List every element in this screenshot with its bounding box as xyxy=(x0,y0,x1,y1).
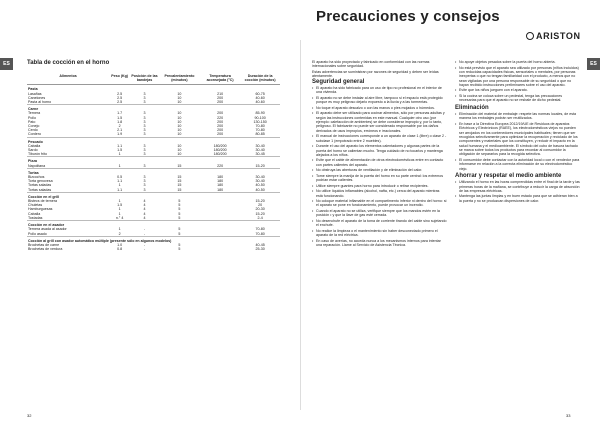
value-cell: 180/200 xyxy=(213,143,227,148)
value-cell: 2 xyxy=(118,124,121,129)
food-name-cell: Pollo xyxy=(28,115,36,120)
value-cell: 10 xyxy=(177,95,182,100)
brand-logo xyxy=(526,31,581,41)
value-cell: 3 xyxy=(143,115,146,120)
value-cell: 1.9 xyxy=(117,132,123,137)
value-cell: n.° 4 xyxy=(115,215,124,220)
list-item: • En base a la Directiva Europea 2012/19/UE de Residuos de aparatos Eléctricos y Electrónicos (RAEE), los electrodomésticos viejos no pueden ser arrojados en los contenedores municipales habituales; tienen que ser recogidos selectivamente para optimizar la recuperación y reciclado de los componentes y materiales que los constituyen, y reducir el impacto en la salud humana y el medioambiente. El símbolo del cubo de basura tachado se marca sobre todos los productos para recordar al consumidor la obligación de separarlos para la recogida selectiva. xyxy=(455,122,580,157)
value-cell: - xyxy=(143,247,146,252)
group-title: Pescado xyxy=(27,137,280,144)
table-group-row xyxy=(27,85,280,92)
value-cell: 3 xyxy=(143,128,146,133)
table-group-row xyxy=(27,221,280,228)
page-divider xyxy=(300,40,301,410)
value-cell: 60-75 xyxy=(255,91,265,96)
value-cell: 200 xyxy=(217,119,224,124)
page-number-left: 32 xyxy=(27,413,32,418)
value-cell: 10 xyxy=(177,111,182,116)
table-header-row xyxy=(27,74,280,85)
value-cell: - xyxy=(143,227,146,232)
value-cell: 10 xyxy=(177,115,182,120)
food-name-cell: Brochetas de carne xyxy=(28,242,60,247)
value-cell: 3 xyxy=(143,124,146,129)
value-cell: 4 xyxy=(143,199,146,204)
cooking-table xyxy=(27,74,280,251)
table-group-row xyxy=(27,192,280,199)
intro-paragraph: Estas advertencias se suministran por razones de seguridad y deben ser leídas atentamente. xyxy=(312,69,439,79)
list-item: • En caso de averías, no acceda nunca a los mecanismos internos para intentar una reparación. Llame al Servicio de Asistencia Técnica. xyxy=(312,239,447,248)
list-item: • Si la cocina se coloca sobre un pedestal, tenga las precauciones necesarias para que el aparato no se resbale de dicho pedestal. xyxy=(455,94,580,103)
value-cell: 15 xyxy=(177,175,182,180)
value-cell: 3 xyxy=(143,95,146,100)
list-item: • Durante el uso del aparato los elementos calentadores y algunas partes de la puerta del horno se calientan mucho. Tenga cuidado de no tocarlos y mantenga alejados a los niños. xyxy=(312,144,447,157)
group-title: Cocción en el grill xyxy=(27,192,280,199)
energy-list xyxy=(455,180,580,203)
food-name-cell: Tortas saladas xyxy=(28,187,52,192)
list-item: • El manual de instrucciones corresponde a un aparato de clase 1 (libre) o clase 2 - subclase 1 (empotrado entre 2 muebles). xyxy=(312,134,447,143)
value-cell: 180/200 xyxy=(213,152,227,157)
value-cell: 3 xyxy=(143,143,146,148)
value-cell: 15-20 xyxy=(255,163,265,168)
group-title: Carne xyxy=(27,105,280,112)
value-cell: 70-80 xyxy=(255,124,265,129)
value-cell: 40-60 xyxy=(255,100,265,105)
value-cell: 3 xyxy=(143,119,146,124)
section-heading: Eliminación xyxy=(455,104,489,111)
value-cell: 1 xyxy=(118,227,121,232)
value-cell: 10 xyxy=(177,152,182,157)
value-cell: 4 xyxy=(143,207,146,212)
value-cell: - xyxy=(143,231,146,236)
value-cell: 3 xyxy=(143,148,146,153)
value-cell: 40-45 xyxy=(255,242,265,247)
value-cell: 30-40 xyxy=(255,143,265,148)
value-cell: 200 xyxy=(217,111,224,116)
list-item: • No realice la limpieza o el mantenimiento sin haber desconectado primero el aparato de la red eléctrica. xyxy=(312,229,447,238)
food-name-cell: Brochetas de verdura xyxy=(28,247,63,252)
value-cell: 1.5 xyxy=(117,148,123,153)
value-cell: 10 xyxy=(177,124,182,129)
column-header: Alimentos xyxy=(27,74,109,85)
food-name-cell: Pato xyxy=(28,119,36,124)
value-cell: 30-40 xyxy=(255,175,265,180)
value-cell: 1.1 xyxy=(117,179,123,184)
table-group-row xyxy=(27,105,280,112)
value-cell: 3 xyxy=(143,152,146,157)
food-name-cell: Ternera asada al asador xyxy=(28,227,67,232)
value-cell: 4 xyxy=(143,215,146,220)
food-name-cell: Tostadas xyxy=(28,215,43,220)
value-cell: 1 xyxy=(118,199,121,204)
value-cell: 4 xyxy=(143,211,146,216)
value-cell: 5 xyxy=(178,242,181,247)
value-cell: 1 xyxy=(118,163,121,168)
food-name-cell: Tortas saladas xyxy=(28,183,52,188)
table-body xyxy=(27,85,280,251)
group-title: Cocción en el asador xyxy=(27,221,280,228)
value-cell: 200 xyxy=(217,132,224,137)
value-cell: 40-50 xyxy=(255,183,265,188)
value-cell: 5 xyxy=(178,231,181,236)
list-item: • Evite que el cable de alimentación de otros electrodomésticos entre en contacto con partes calientes del aparato. xyxy=(312,158,447,167)
value-cell: 3 xyxy=(143,183,146,188)
value-cell: 70-80 xyxy=(255,231,265,236)
value-cell: 15 xyxy=(177,163,182,168)
value-cell: 10 xyxy=(177,100,182,105)
value-cell: 0.8 xyxy=(117,247,123,252)
table-group-row xyxy=(27,168,280,175)
value-cell: - xyxy=(143,242,146,247)
list-item: • Utilice siempre guantes para horno para introducir o retirar recipientes. xyxy=(312,184,447,188)
language-tab-right: ES xyxy=(587,58,600,70)
food-name-cell: Tiburón frito xyxy=(28,152,48,157)
value-cell: 5 xyxy=(178,207,181,212)
list-item: • El aparato debe ser utilizado para cocinar alimentos, sólo por personas adultas y según las instrucciones contenidas en este manual. Cualquier otro uso (por ejemplo: calefacción de ambientes) se debe considerar impropio y, por lo tanto, peligroso. El fabricante no puede ser considerado responsable por los daños derivados de usos impropios, erróneos e irracionales. xyxy=(312,111,447,133)
brand-mark-icon xyxy=(526,32,534,40)
value-cell: 1.0 xyxy=(117,242,123,247)
value-cell: 3 xyxy=(143,132,146,137)
value-cell: 2.5 xyxy=(117,91,123,96)
value-cell: 1 xyxy=(118,183,121,188)
value-cell: 1 xyxy=(118,211,121,216)
value-cell xyxy=(200,247,240,251)
value-cell: 90-100 xyxy=(254,115,266,120)
list-item: • No obstruya las aberturas de ventilación y de eliminación del calor. xyxy=(312,168,447,172)
value-cell: 2.5 xyxy=(117,95,123,100)
group-title: Pizza xyxy=(27,157,280,164)
food-name-cell: Canelones xyxy=(28,95,46,100)
list-item: • No toque el aparato descalzo o con las manos o pies mojados o húmedos. xyxy=(312,106,447,110)
column-header: Duración de la cocción (minutos) xyxy=(240,74,280,85)
page-number-right: 33 xyxy=(566,413,571,418)
list-item: • El consumidor debe contactar con la autoridad local o con el vendedor para informarse en relación a la correcta eliminación de su electrodoméstico viejo. xyxy=(455,158,580,171)
list-item: • El aparato ha sido fabricado para un uso de tipo no profesional en el interior de una vivienda. xyxy=(312,86,447,95)
value-cell: 1 xyxy=(118,207,121,212)
value-cell: 1.7 xyxy=(117,111,123,116)
value-cell: 3 xyxy=(143,187,146,192)
value-cell: 40-50 xyxy=(255,187,265,192)
food-name-cell: Cerdo xyxy=(28,128,38,133)
list-item: • No coloque material inflamable en el compartimento inferior ni dentro del horno: si el aparato se pone en funcionamiento, puede provocar un incendio. xyxy=(312,199,447,208)
value-cell: 5 xyxy=(178,203,181,208)
value-cell: 220 xyxy=(217,163,224,168)
value-cell: 5 xyxy=(178,211,181,216)
value-cell: 80-85 xyxy=(255,132,265,137)
table-group-row xyxy=(27,157,280,164)
page-title: Precauciones y consejos xyxy=(316,8,500,25)
value-cell: 15 xyxy=(177,187,182,192)
column-header: Peso (Kg) xyxy=(109,74,130,85)
value-cell: 3 xyxy=(143,111,146,116)
value-cell: 180 xyxy=(217,183,224,188)
value-cell: 180 xyxy=(217,175,224,180)
group-title: Cocción al grill con asador automático múltiple (presente sólo en algunos modelos) xyxy=(27,236,280,243)
value-cell: 20 xyxy=(258,203,263,208)
value-cell: 10 xyxy=(177,132,182,137)
section-heading: Seguridad general xyxy=(312,78,365,85)
column-header: Posición de las bandejas xyxy=(130,74,159,85)
list-item: • No está previsto que el aparato sea utilizado por personas (niños incluidos) con reducidas capacidades físicas, sensoriales o mentales, por personas inexpertas o que no tengan familiaridad con el producto, a menos que no sean vigiladas por una persona responsable de su seguridad o que no hayan recibido instrucciones preliminares sobre el uso del aparato. xyxy=(455,66,580,88)
food-name-cell: Ternera xyxy=(28,111,41,116)
general-safety-list-continued xyxy=(455,60,580,103)
value-cell: 40-60 xyxy=(255,95,265,100)
list-item: • No utilice líquidos inflamables (alcohol, nafta, etc.) cerca del aparato mientras está funcionando. xyxy=(312,189,447,198)
list-item: • Mantenga las juntas limpias y en buen estado para que se adhieran bien a la puerta y no se produzcan dispersiones de calor. xyxy=(455,194,580,203)
food-name-cell: Bizcochos xyxy=(28,175,45,180)
food-name-cell: Chuletas xyxy=(28,203,43,208)
group-title: Tortas xyxy=(27,168,280,175)
value-cell: 1 xyxy=(118,152,121,157)
value-cell: 10 xyxy=(177,91,182,96)
value-cell: 200 xyxy=(217,128,224,133)
column-header: Precalentamiento (minutos) xyxy=(159,74,200,85)
food-name-cell: Pasta al horno xyxy=(28,100,52,105)
food-name-cell: Pollo asado xyxy=(28,231,47,236)
food-name-cell: Cordero xyxy=(28,132,41,137)
value-cell: 30-40 xyxy=(255,148,265,153)
value-cell: 30-45 xyxy=(255,152,265,157)
value-cell: 10 xyxy=(177,148,182,153)
value-cell: 5 xyxy=(178,199,181,204)
value-cell: 85-90 xyxy=(255,111,265,116)
food-name-cell: Caballa xyxy=(28,211,41,216)
value-cell: 200 xyxy=(217,100,224,105)
value-cell: 30-40 xyxy=(255,179,265,184)
food-name-cell: Bistecs de ternera xyxy=(28,199,57,204)
value-cell: 2 xyxy=(118,231,121,236)
list-item: • No apoye objetos pesados sobre la puerta del horno abierta. xyxy=(455,60,580,64)
safety-column-1 xyxy=(312,60,447,248)
value-cell: 5 xyxy=(178,215,181,220)
value-cell: 10 xyxy=(177,143,182,148)
value-cell: 3 xyxy=(143,175,146,180)
group-title: Pasta xyxy=(28,87,38,92)
value-cell: 25-30 xyxy=(255,247,265,252)
value-cell: 15-20 xyxy=(255,211,265,216)
value-cell: 2.5 xyxy=(117,100,123,105)
value-cell: 1.1 xyxy=(117,143,123,148)
value-cell: 3 xyxy=(143,100,146,105)
value-cell: 1.5 xyxy=(117,203,123,208)
food-name-cell: Lasañas xyxy=(28,91,42,96)
value-cell: 200 xyxy=(217,95,224,100)
value-cell: 2.1 xyxy=(117,128,123,133)
general-safety-list xyxy=(312,86,447,247)
value-cell: 1.5 xyxy=(117,115,123,120)
value-cell: 180 xyxy=(217,179,224,184)
value-cell: 15 xyxy=(177,183,182,188)
intro-text xyxy=(312,60,447,79)
food-name-cell: Sardo xyxy=(28,148,38,153)
value-cell: 3 xyxy=(143,91,146,96)
value-cell: 210 xyxy=(217,91,224,96)
column-header: Temperatura aconsejada (°C) xyxy=(200,74,240,85)
table-row xyxy=(27,247,280,251)
disposal-list xyxy=(455,112,580,171)
list-item: • No desenchufe el aparato de la toma de corriente tirando del cable sino sujetando el enchufe. xyxy=(312,219,447,228)
value-cell: 0.5 xyxy=(117,175,123,180)
intro-paragraph: El aparato ha sido proyectado y fabricado en conformidad con las normas internacionales sobre seguridad. xyxy=(312,60,430,69)
value-cell: 3 xyxy=(143,179,146,184)
table-group-row xyxy=(27,236,280,243)
food-name-cell: Conejo xyxy=(28,124,40,129)
food-name-cell: Hamburguesas xyxy=(28,207,53,212)
value-cell: 180 xyxy=(217,187,224,192)
value-cell: 200 xyxy=(217,124,224,129)
value-cell: 5 xyxy=(178,247,181,252)
list-item: • Cuando el aparato no se utiliza, verifique siempre que los mandos estén en la posición • y que la llave de gas esté cerrada. xyxy=(312,209,447,218)
food-name-cell: Napolitana xyxy=(28,163,46,168)
list-item: • El aparato no se debe instalar al aire libre, tampoco si el espacio está protegido porque es muy peligroso dejarlo expuesto a la lluvia y a las tormentas. xyxy=(312,96,447,105)
value-cell: 15 xyxy=(177,179,182,184)
value-cell: 10 xyxy=(177,119,182,124)
table-title: Tabla de cocción en el horno xyxy=(27,60,110,66)
value-cell: 5 xyxy=(178,227,181,232)
section-heading: Ahorrar y respetar el medio ambiente xyxy=(455,172,562,179)
value-cell: 15-20 xyxy=(255,199,265,204)
food-name-cell: Caballa xyxy=(28,143,41,148)
value-cell: 4 xyxy=(143,203,146,208)
list-item: • Eliminación del material de embalaje: respete las normas locales, de esta manera los embalajes podrán ser reutilizados. xyxy=(455,112,580,121)
value-cell: 130-150 xyxy=(253,119,267,124)
brand-name: ARISTON xyxy=(536,31,581,41)
value-cell: 70-80 xyxy=(255,227,265,232)
list-item: • Tome siempre la manija de la puerta del horno en su parte central: los extremos podrían estar calientes. xyxy=(312,174,447,183)
language-tab-left: ES xyxy=(0,58,13,70)
value-cell: 1.8 xyxy=(117,119,123,124)
value-cell: 70-80 xyxy=(255,128,265,133)
safety-column-2 xyxy=(455,60,580,204)
food-name-cell: Torta genovesa xyxy=(28,179,53,184)
list-item: • Evite que los niños jueguen con el aparato. xyxy=(455,88,580,92)
value-cell: 3 xyxy=(143,163,146,168)
value-cell: 20-30 xyxy=(255,207,265,212)
value-cell: 10 xyxy=(177,128,182,133)
table-group-row xyxy=(27,137,280,144)
value-cell: 180/200 xyxy=(213,148,227,153)
value-cell: 220 xyxy=(217,115,224,120)
value-cell: 2-4 xyxy=(257,215,263,220)
list-item: • Utilizando el horno en las horas comprendidas entre el final de la tarde y las primeras horas de la mañana, se contribuye a reducir la carga de absorción de las empresas eléctricas. xyxy=(455,180,580,193)
value-cell: 1.1 xyxy=(117,187,123,192)
